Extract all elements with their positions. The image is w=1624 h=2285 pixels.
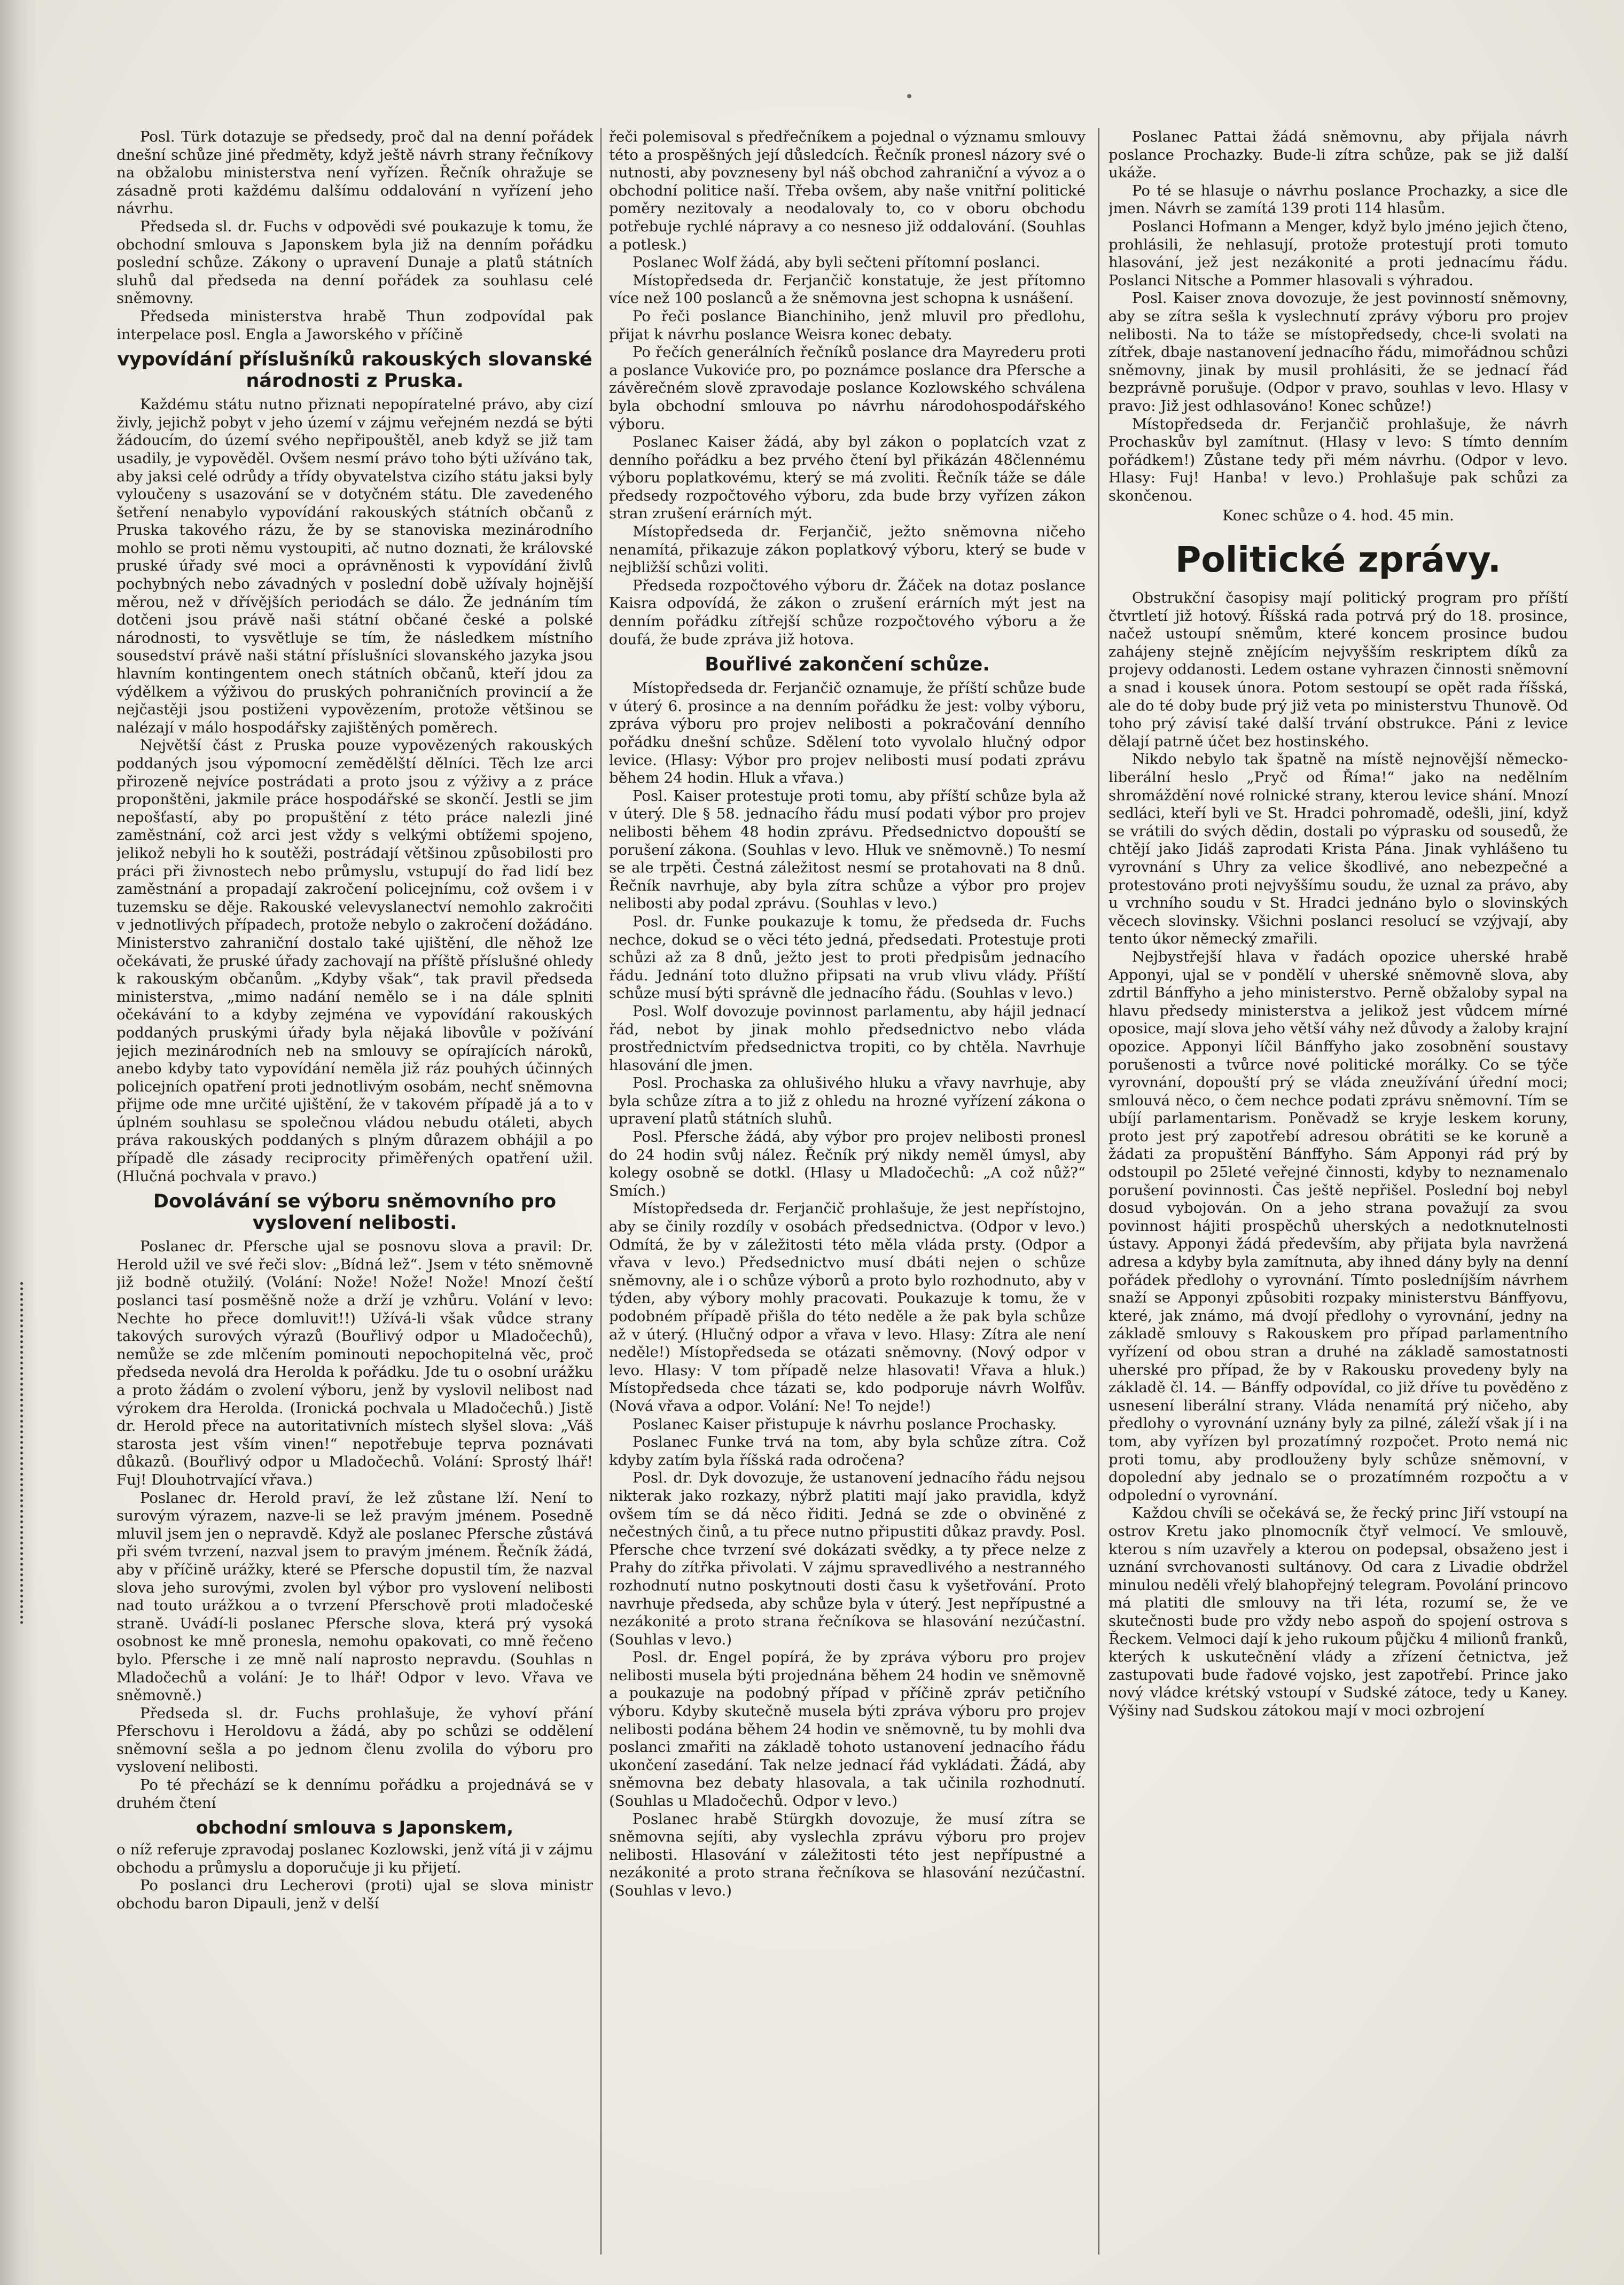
section-heading: vypovídání příslušníků rakouských slovanské národnosti z Pruska. bbox=[117, 349, 592, 392]
paragraph: Předseda rozpočtového výboru dr. Žáček na dotaz poslance Kaisra odpovídá, že zákon o zrušení erárních mýt jest na denním pořádku zítřejší schůze rozpočtového výboru a že doufá, že bude zpráva již hotova. bbox=[609, 576, 1086, 648]
paragraph: Předseda sl. dr. Fuchs prohlašuje, že vyhoví přání Pferschovu i Heroldovu a žádá, aby po schůzi se oddělení sněmovní sešla a po jednom členu zvolila do výboru pro vyslovení nelibosti. bbox=[116, 1704, 593, 1776]
paragraph: o níž referuje zpravodaj poslanec Kozlowski, jenž vítá ji v zájmu obchodu a průmyslu a doporučuje ji ku přijetí. bbox=[116, 1841, 593, 1876]
paragraph: Po řeči poslance Bianchiniho, jenž mluvil pro předlohu, přijat k návrhu poslance Weisra konec debaty. bbox=[609, 307, 1086, 343]
paragraph: Poslanec Kaiser přistupuje k návrhu poslance Prochasky. bbox=[633, 1415, 1057, 1433]
column-right bbox=[1108, 128, 1568, 2260]
section-heading: obchodní smlouva s Japonskem, bbox=[196, 1817, 514, 1838]
paragraph: Místopředseda dr. Ferjančič konstatuje, že jest přítomno více než 100 poslanců a že sněmovna jest schopna k usnášení. bbox=[609, 271, 1086, 307]
paragraph: Místopředseda dr. Ferjančič oznamuje, že příští schůze bude v úterý 6. prosince a na denním pořádku že jest: volby výboru, zpráva výboru pro projev nelibosti a pokračování denního pořádku dnešní schůze. Sdělení toto vyvolalo hlučný odpor levice. (Hlasy: Výbor pro projev nelibosti musí podati zprávu během 24 hodin. Hluk a vřava.) bbox=[609, 680, 1086, 787]
paragraph: Každému státu nutno přiznati nepopíratelné právo, aby cizí živly, jejichž pobyt v jeho území v zájmu veřejném nezdá se býti žádoucím, do území svého nepřipouštěl, aneb když se již tam usadily, je vypověděl. Ovšem nesmí právo toho býti užíváno tak, aby jaksi celé odrůdy a třídy obyvatelstva cizího státu jaksi byly vyloučeny s usazování se v dotyčném státu. Dle zavedeného šetření nenabylo vypovídání rakouských státních občanů z Pruska takového rázu, že by se stanoviska mezinárodního mohlo se proti němu vystoupiti, ač nutno doznati, že královské pruské úřady své moci a oprávněnosti k vypovídání živlů pochybných nebo závadných v poslední době užívaly hojnější měrou, než v dřívějších periodách se dálo. Že jednáním tím dotčeni jsou právě naši státní občané české a polské národnosti, to vysvětluje se tím, že následkem místního sousedství právě naši státní příslušníci slovanského jazyka jsou hlavním kontingentem onech státních občanů, kteří jdou za výdělkem a výživou do pruských pohraničních provincií a že nejčastěji jsou postiženi vypovězením, protože většinou se nalézají v málo hospodářsky zajištěných poměrech. bbox=[116, 396, 593, 736]
paragraph: Posl. dr. Dyk dovozuje, že ustanovení jednacího řádu nejsou nikterak jako rozkazy, nýbrž platiti mají jako pravidla, když ovšem tím se dá něco řiditi. Jedná se zde o obviněné z nečestných činů, a tu přece nutno připustiti důkaz pravdy. Posl. Pfersche chce tvrzení své dokázati svědky, a ty přece nelze z Prahy do zítřka přivolati. V zájmu spravedlivého a nestranného rozhodnutí nutno poskytnouti dosti času k vyšetřování. Proto navrhuje předseda, aby schůze byla v úterý. Jest nepřípustné a nezákonité a proto strana řečníkova se hlasování nezúčastní. (Souhlas v levo.) bbox=[609, 1469, 1086, 1648]
binding-perforation bbox=[20, 1282, 28, 1624]
paragraph: Poslanec Funke trvá na tom, aby byla schůze zítra. Což kdyby zatím byla říšská rada odročena? bbox=[609, 1433, 1086, 1469]
paragraph: řeči polemisoval s předřečníkem a pojednal o významu smlouvy této a prospěšných její důsledcích. Řečník pronesl názory své o nutnosti, aby povzneseny byl náš obchod zahraniční a vývoz a o obchodní politice naší. Třeba ovšem, aby naše vnitřní politické poměry nezitovaly a neodalovaly to, co v oboru obchodu potřebuje rychlé nápravy a co nesneso již oddalování. (Souhlas a potlesk.) bbox=[609, 128, 1086, 253]
paragraph: Nikdo nebylo tak špatně na místě nejnovější německo-liberální heslo „Pryč od Říma!“ jako na nedělním shromáždění nové rolnické strany, kterou levice shání. Mnozí sedláci, kteří byli ve St. Hradci pohromadě, odešli, jiní, když se vrátili do svých dědin, dostali po výprasku od sousedů, že chtějí jako Jidáš zaprodati Krista Pána. Jinak vyhlášeno tu vyrovnání s Uhry za velice škodlivé, ano nebezpečné a protestováno proti nejvyššímu soudu, že uznal za právo, aby u vrchního soudu v St. Hradci jednáno bylo o slovinských věcech slovinsky. Všichni poslanci resolucí se vzýjvají, aby tento úkor německý zmařili. bbox=[1108, 751, 1568, 948]
paragraph: Poslanec Wolf žádá, aby byli sečteni přítomní poslanci. bbox=[633, 254, 1041, 271]
paragraph: Posl. Türk dotazuje se předsedy, proč dal na denní pořádek dnešní schůze jiné předměty, když ještě návrh strany řečníkovy na obžalobu ministerstva není vyřízen. Řečník ohražuje se zásadně proti každému dalšímu oddalování n vyřízení jeho návrhu. bbox=[116, 128, 593, 217]
paragraph: Nejbystřejší hlava v řadách opozice uherské hrabě Apponyi, ujal se v pondělí v uherské sněmovně slova, aby zdrtil Bánffyho a jeho ministerstvo. Perně obžaloby sypal na hlavu předsedy ministerstva a jelikož jest vůdcem mírné oposice, mají slova jeho větší váhy než důvody a žaloby krajní opozice. Apponyi líčil Bánffyho jako zosobnění soustavy porušenosti a tvůrce nové politické morálky. Co se týče vyrovnání, dopouští prý se vláda zneužívání úřední moci; smlouvá něco, o čem nechce podati zprávu sněmovní. Tím se ubíjí parlamentarism. Poněvadž se kryje leskem koruny, proto jest prý zapotřebí adresou obrátiti se ke koruně a žádati za propuštění Bánffyho. Sám Apponyi rád prý by odstoupil po 25leté veřejné činnosti, kdyby to neznamenalo porušení povinnosti. Čas ještě nepřišel. Poslední boj nebyl dosud vybojován. On a jeho strana považují za svou povinnost hájiti prospěchů uherských a nedotknutelnosti ústavy. Apponyi žádá především, aby přijata byla navržená adresa a kdyby byla zamítnuta, aby ihned dány byly na denní pořádek předlohy o vyrovnání. Tímto posledníjším návrhem snaží se Apponyi způsobiti rozpaky ministerstvu Bánffyovu, které, jak známo, má dvojí předlohy o vyrovnání, jedny na základě smlouvy s Rakouskem pro případ parlamentního vyřízení od obou stran a druhé na základě samostatnosti uherské pro případ, že by v Rakousku provedeny byly na základě čl. 14. — Bánffy odpovídal, co již dříve tu pověděno z usnesení liberální strany. Vláda nenamítá prý ničeho, aby předlohy o vyrovnání uznány byly za pilné, záleží však jí i na tom, aby vyřízen byl prozatímný rozpočet. Proto nemá nic proti tomu, aby prodlouženy byly schůze sněmovní, v dopolední aby jednalo se o prozatímném rozpočtu a v odpolední o vyrovnání. bbox=[1108, 948, 1568, 1504]
paragraph: Posl. dr. Engel popírá, že by zpráva výboru pro projev nelibosti musela býti projednána během 24 hodin ve sněmovně a poukazuje na podobný případ v příčině zpráv petičního výboru. Kdyby skutečně musela býti zpráva výboru pro projev nelibosti podána během 24 hodin ve sněmovně, tu by mohli dva poslanci zmařiti na základě tohoto ustanovení jednacího řádu ukončení zasedání. Tak nelze jednací řád vykládati. Žádá, aby sněmovna bez debaty hlasovala, a tak učinila rozhodnutí. (Souhlas u Mladočechů. Odpor v levo.) bbox=[609, 1649, 1086, 1810]
paragraph: Místopředseda dr. Ferjančič prohlašuje, že návrh Prochaskův byl zamítnut. (Hlasy v levo: S tímto denním pořádkem!) Zůstane tedy při mém návrhu. (Odpor v levo. Hlasy: Fuj! Hanba! v levo.) Prohlašuje pak schůzi za skončenou. bbox=[1108, 415, 1568, 504]
paragraph: Po té přechází se k dennímu pořádku a projednává se v druhém čtení bbox=[116, 1776, 593, 1812]
paragraph: Předseda ministerstva hrabě Thun zodpovídal pak interpelace posl. Engla a Jaworského v příčině bbox=[116, 307, 593, 343]
paragraph: Posl. Wolf dovozuje povinnost parlamentu, aby hájil jednací řád, nebot by jinak mohlo předsednictvo nebo vláda prostřednictvím předsednictva tropiti, co by chtěla. Navrhuje hlasování dle jmen. bbox=[609, 1002, 1086, 1074]
paragraph: Po té se hlasuje o návrhu poslance Prochazky, a sice dle jmen. Návrh se zamítá 139 proti 114 hlasům. bbox=[1108, 182, 1568, 217]
section-heading: Dovolávání se výboru sněmovního pro vyslovení nelibosti. bbox=[153, 1191, 557, 1234]
section-heading: Bouřlivé zakončení schůze. bbox=[705, 654, 990, 676]
paragraph: Každou chvíli se očekává se, že řecký princ Jiří vstoupí na ostrov Kretu jako plnomocník čtyř velmocí. Ve smlouvě, kterou s ním uzavřely a kterou on podepsal, obsaženo jest i uznání svrchovanosti sultánovy. Od cara z Livadie obdržel minulou neděli vřelý blahopřejný telegram. Povolání princovo má platiti dle smlouvy na tři léta, rozumí se, že ve skutečnosti bude pro vždy nebo aspoň do spojení ostrova s Řeckem. Velmoci dají k jeho rukoum půjčku 4 milionů franků, kterých k uskutečnění vlády a zřízení četnictva, jež zastupovati bude řadové vojsko, jest zapotřebí. Prince jako nový vládce krétský vstoupí v Sudské zátoce, tedy u Kaney. Výšiny nad Sudskou zátokou mají v moci ozbrojení bbox=[1108, 1504, 1568, 1719]
column-left bbox=[116, 128, 593, 2260]
session-end-note: Konec schůze o 4. hod. 45 min. bbox=[1222, 507, 1454, 525]
paragraph: Posl. dr. Funke poukazuje k tomu, že předseda dr. Fuchs nechce, dokud se o věci této jedná, předsedati. Protestuje proti schůzi až za 8 dnů, ježto jest to proti předpisům jednacího řádu. Jednání toto dlužno připsati na vrub vlivu vlády. Příští schůze musí býti správně dle jednacího řádu. (Souhlas v levo.) bbox=[609, 913, 1086, 1002]
paragraph: Posl. Kaiser protestuje proti tomu, aby příští schůze byla až v úterý. Dle § 58. jednacího řádu musí podati výbor pro projev nelibosti během 48 hodin zprávu. Předsednictvo dopouští se porušení zákona. (Souhlas v levo. Hluk ve sněmovně.) To nesmí se ale trpěti. Čestná záležitost nesmí se protahovati na 8 dnů. Řečník navrhuje, aby byla zítra schůze a výbor pro projev nelibosti aby podal zprávu. (Souhlas v levo.) bbox=[609, 787, 1086, 913]
paragraph: Posl. Pfersche žádá, aby výbor pro projev nelibosti pronesl do 24 hodin svůj nález. Řečník prý nikdy neměl úmysl, aby kolegy osobně se dotkl. (Hlasy u Mladočechů: „A což nůž?“ Smích.) bbox=[609, 1128, 1086, 1199]
column-middle bbox=[609, 128, 1086, 2260]
paragraph: Místopředseda dr. Ferjančič prohlašuje, že jest nepřístojno, aby se činily rozdíly v osobách předsednictva. (Odpor v levo.) Odmítá, že by v záležitosti této měla vláda prsty. (Odpor a vřava v levo.) Předsednictvo musí dbáti nejen o schůze sněmovny, ale i o schůze výborů a proto bylo rozhodnuto, aby v týden, aby výbory mohly pracovati. Poukazuje k tomu, že v podobném případě přišla do této neděle a že pak byla schůze až v úterý. (Hlučný odpor a vřava v levo. Hlasy: Zítra ale není neděle!) Místopředseda se otázati sněmovny. (Nový odpor v levo. Hlasy: V tom případě nelze hlasovati! Vřava a hluk.) Místopředseda chce tázati se, kdo podporuje návrh Wolfův. (Nová vřava a odpor. Volání: Ne! To nejde!) bbox=[609, 1200, 1086, 1415]
paragraph: Po řečích generálních řečníků poslance dra Mayrederu proti a poslance Vukoviće pro, po poznámce poslance dra Pfersche a závěrečném slově zpravodaje poslance Kozlowského schválena byla obchodní smlouva po návrhu národohospodářského výboru. bbox=[609, 344, 1086, 433]
paragraph: Největší část z Pruska pouze vypovězených rakouských poddaných jsou výpomocní zemědělští dělníci. Těch lze arci přirozeně nejvíce postrádati a proto jsou z výživy a z práce proponštěni, jakmile práce hospodářské se skončí. Jestli se jim nepošťastí, aby po propuštění z této práce nalezli jiné zaměstnání, což arci jest vždy s velkými obtížemi spojeno, jelikož nebyli ho k soutěži, postrádají většinou způsobilosti pro práci při živnostech nebo průmyslu, vstupují do řad lidí bez zaměstnání a propadají zakročení policejnímu, což ovšem i v tuzemsku se děje. Rakouské velevyslanectví nemohlo zakročiti v jednotlivých případech, protože nebylo o zakročení dožádáno. Ministerstvo zahraniční dostalo také ujištění, dle něhož lze očekávati, že pruské úřady zachovají na příště příslušné ohledy k rakouským občanům. „Kdyby však“, tak pravil předseda ministerstva, „mimo nadání nemělo se i na dále splniti očekávání to a kdyby zejména ve vypovídání rakouských poddaných pruskými úřady byla nějaká libovůle v požívání jejich mezinárodních neb na smlouvy se opírajících nároků, anebo kdyby tato vypovídání neměla již ráz pouhých účinných policejních opatření proti jednotlivým osobám, nechť sněmovna přijme ode mne určité ujištění, že v takovém případě já a to v úplném souhlasu se společnou vládou nebudu otáleti, abych práva rakouských poddaných s plným důrazem obhájil a po případě dle zásady reciprocity přiměřených opatření užil. (Hlučná pochvala v pravo.) bbox=[116, 737, 593, 1185]
paragraph: Poslanec Pattai žádá sněmovnu, aby přijala návrh poslance Prochazky. Bude-li zítra schůze, pak se již další ukáže. bbox=[1108, 128, 1568, 182]
column-rule bbox=[1098, 128, 1099, 2255]
paragraph: Poslanec hrabě Stürgkh dovozuje, že musí zítra se sněmovna sejíti, aby vyslechla zprávu výboru pro projev nelibosti. Hlasování v záležitosti této jest nepřípustné a nezákonité a proto strana řečníkova se hlasování nezúčastní. (Souhlas v levo.) bbox=[609, 1810, 1086, 1899]
paragraph: Po poslanci dru Lecherovi (proti) ujal se slova ministr obchodu baron Dipauli, jenž v delší bbox=[116, 1877, 593, 1913]
paragraph: Poslanec dr. Pfersche ujal se posnovu slova a pravil: Dr. Herold užil ve své řeči slov: „Bídná lež“. Jsem v této sněmovně již bodně otužilý. (Volání: Nože! Nože! Nože! Mnozí čeští poslanci tasí posměšně nože a drží je vzhůru. Volání v levo: Nechte ho přece domluvit!!) Užívá-li však vůdce strany takových surových výrazů (Bouřlivý odpor u Mladočechů), nemůže se zde mlčením pominouti nepochopitelná věc, proč předseda nevolá dra Herolda k pořádku. Jde tu o osobní urážku a proto žádám o zvolení výboru, jenž by vyslovil nelibost nad výrokem dra Herolda. (Ironická pochvala u Mladočechů.) Jistě dr. Herold přece na autoritativních místech slyšel slova: „Váš starosta jest vším vinen!“ nepotřebuje teprva poznávati důkazů. (Bouřlivý odpor u Mladočechů. Volání: Sprostý lhář! Fuj! Dlouhotrvající vřava.) bbox=[116, 1238, 593, 1488]
column-rule bbox=[600, 128, 602, 2255]
paragraph: Místopředseda dr. Ferjančič, ježto sněmovna ničeho nenamítá, přikazuje zákon poplatkový výboru, který se bude v nejbližší schůzi voliti. bbox=[609, 523, 1086, 576]
paragraph: Obstrukční časopisy mají politický program pro příští čtvrtletí již hotový. Říšská rada potrvá prý do 18. prosince, načež ustoupí sněmům, které koncem prosince budou zahájeny stejně znějícím nejvyšším reskriptem díků za projevy oddanosti. Ledem ostane vyhrazen činnosti sněmovní a snad i kousek února. Potom sestoupí se opět rada říšská, ale do té doby bude prý již veta po ministerstvu Thunově. Od toho prý závisí také další trvání obstrukce. Páni z levice dělají patrně účet bez hostinského. bbox=[1108, 589, 1568, 750]
paragraph: Posl. Prochaska za ohlušivého hluku a vřavy navrhuje, aby byla schůze zítra a to již z ohledu na hrozné vyřízení zákona o upravení platů státních sluhů. bbox=[609, 1074, 1086, 1128]
paragraph: Posl. Kaiser znova dovozuje, že jest povinností sněmovny, aby se zítra sešla k vyslechnutí zprávy výboru pro projev nelibosti. Na to táže se místopředsedy, chce-li svolati na zítřek, dbaje nastanovení jednacího řádu, mimořádnou schůzi sněmovny, jinak by musil prohlásiti, že se jednací řád bezprávně porušuje. (Odpor v pravo, souhlas v levo. Hlasy v pravo: Již jest odhlasováno! Konec schůze!) bbox=[1108, 290, 1568, 415]
paragraph: Předseda sl. dr. Fuchs v odpovědi své poukazuje k tomu, že obchodní smlouva s Japonskem byla již na denním pořádku poslední schůze. Zákony o upravení Dunaje a platů státních sluhů dal předseda na denní pořádek za souhlasu celé sněmovny. bbox=[116, 217, 593, 307]
section-title: Politické zprávy. bbox=[1175, 539, 1501, 581]
page-fold-shadow bbox=[0, 0, 37, 2285]
paragraph: Poslanec Kaiser žádá, aby byl zákon o poplatcích vzat z denního pořádku a bez prvého čtení byl přikázán 48člennému výboru poplatkovému, který se má zvoliti. Řečník táže se dále předsedy rozpočtového výboru, zda bude brzy vyřízen zákon stran zrušení erárních mýt. bbox=[609, 433, 1086, 522]
paper-speck bbox=[907, 94, 911, 98]
paragraph: Poslanec dr. Herold praví, že lež zůstane lží. Není to surovým výrazem, nazve-li se lež pravým jménem. Posedně mluvil jsem jen o nepravdě. Když ale poslanec Pfersche zůstává při svém tvrzení, nazval jsem to pravým jménem. Řečník žádá, aby v příčině urážky, které se Pfersche dopustil tím, že nazval slova jeho surovými, zvolen byl výbor pro vyslovení nelibosti nad touto urážkou a o tvrzení Pferschově proti mladočeské straně. Uvádí-li poslanec Pfersche slova, která prý vysoká osobnost ke mně pronesla, nemohu opakovati, co mně řečeno bylo. Pfersche i ze mně nalí naprosto nepravdu. (Souhlas n Mladočechů a volání: Je to lhář! Odpor v levo. Vřava ve sněmovně.) bbox=[116, 1489, 593, 1704]
paragraph: Poslanci Hofmann a Menger, když bylo jméno jejich čteno, prohlásili, že nehlasují, protože protestují proti tomuto hlasování, jež jest nezákonité a proti jednacímu řádu. Poslanci Nitsche a Pommer hlasovali s výhradou. bbox=[1108, 217, 1568, 289]
